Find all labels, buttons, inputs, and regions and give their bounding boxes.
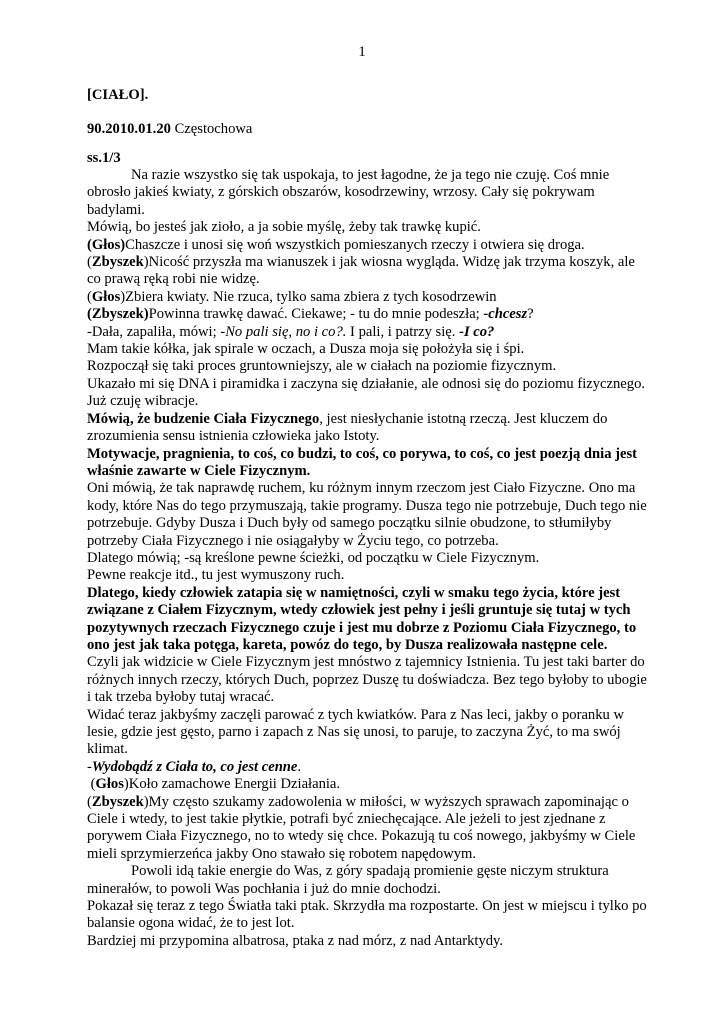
paragraph: [87, 289, 647, 306]
section-label: ss.1/3: [87, 150, 121, 166]
paren: ): [123, 776, 129, 793]
paragraph-text: , jest niesłychanie istotną rzeczą. Jest kluczem do zrozumienia sensu istnienia człowieka jako Istoty.: [87, 410, 608, 445]
paragraph-text: My często szukamy zadowolenia w miłości, w wyższych sprawach zapominając o Ciele i wtedy, to jest takie płytkie, potrafi być zniechęcające. Ale jeżeli to jest zjednane z porywem Ciała Fizycznego, no to wtedy się chce. Pokazują tu coś nowego, jakbyśmy w Ciele mieli sprzymierzeńca jakby Ono stawało się robotem napędowym.: [87, 793, 636, 862]
document-body: [87, 167, 647, 950]
bold-phrase: Mówią, że budzenie Ciała Fizycznego: [87, 410, 320, 427]
paren: ): [143, 793, 149, 810]
speaker-label: (Zbyszek): [87, 306, 149, 323]
paren: (: [87, 776, 96, 793]
paragraph: [87, 237, 647, 254]
paragraph: Pokazał się teraz z tego Światła taki ptak. Skrzydła ma rozpostarte. On jest w miejscu i tylko po balansie ogona widać, że to jest lot.: [87, 898, 647, 932]
paren: ): [143, 254, 149, 271]
paragraph: Mówią, bo jesteś jak zioło, a ja sobie myślę, żeby tak trawkę kupić.: [87, 219, 481, 236]
page-number: 1: [358, 44, 366, 60]
paragraph: Dlatego mówią; -są kreślone pewne ścieżki, od początku w Ciele Fizycznym.: [87, 549, 540, 566]
paragraph: Bardziej mi przypomina albatrosa, ptaka z nad mórz, z nad Antarktydy.: [87, 932, 504, 949]
date-code: 90.2010.01.20: [87, 121, 171, 137]
paragraph: Ukazało mi się DNA i piramidka i zaczyna się działanie, ale odnosi się do poziomu fizycznego. Już czuję wibracje.: [87, 375, 646, 410]
paragraph: [87, 254, 647, 289]
paragraph: [87, 585, 647, 655]
paragraph: [87, 794, 647, 864]
paragraph: [87, 306, 647, 323]
paragraph: Rozpoczął się taki proces gruntowniejszy, ale w ciałach na poziomie fizycznym.: [87, 358, 557, 375]
speaker-label: Głos: [95, 776, 124, 793]
bold-paragraph: Motywacje, pragnienia, to coś, co budzi, to coś, co porywa, to coś, co jest poezją dnia jest właśnie zawarte w Ciele Fizycznym.: [87, 445, 638, 479]
paragraph-text: Koło zamachowe Energii Działania.: [128, 776, 341, 793]
date-line: [87, 121, 252, 138]
emphasis: -chcesz: [483, 306, 528, 323]
paren: (: [87, 793, 92, 810]
paragraph: [87, 324, 647, 341]
paragraph: Oni mówią, że tak naprawdę ruchem, ku różnym innym rzeczom jest Ciało Fizyczne. Ono ma kody, które Nas do tego przymuszają, takie programy. Dusza tego nie potrzebuje, Duch tego nie potrzebuje. Gdyby Dusza i Duch były od samego początku silnie obudzone, to stłumiłyby potrzeby Ciała Fizycznego i nie osiągałyby w Życiu tego, co potrzeba.: [87, 480, 647, 549]
date-place: Częstochowa: [174, 121, 253, 137]
paragraph: [87, 411, 647, 446]
paragraph: [87, 776, 647, 793]
paragraph-text: Nicość przyszła ma wianuszek i jak wiosna wygląda. Widzę jak trzyma koszyk, ale co prawą ręką robi nie widzę.: [87, 254, 635, 288]
paragraph-text: Chaszcze i unosi się woń wszystkich pomieszanych rzeczy i otwiera się droga.: [125, 236, 585, 253]
document-title: [CIAŁO].: [87, 87, 149, 103]
speaker-label: Zbyszek: [91, 254, 144, 271]
paragraph-text: Zbiera kwiaty. Nie rzuca, tylko sama zbiera z tych kosodrzewin: [125, 288, 497, 305]
bold-paragraph: Dlatego, kiedy człowiek zatapia się w namiętności, czyli w smaku tego życia, które jest związane z Ciałem Fizycznym, wtedy człowiek jest pełny i jeśli gruntuje się tutaj w tych pozytywnych rzeczach Fizycznego czuje i jest mu dobrze z Poziomu Ciała Fizycznego, to ono jest jak taka potęga, kareta, powóz do tego, by Dusza realizowała następne cele.: [87, 584, 637, 653]
speaker-label: Zbyszek: [91, 793, 144, 810]
dash: -: [87, 758, 92, 775]
paragraph-text: I pali, i patrzy się.: [346, 323, 460, 340]
paragraph-text: Powinna trawkę dawać. Ciekawe; - tu do mnie podeszła;: [148, 306, 484, 323]
paren: ): [120, 288, 126, 305]
paragraph: Widać teraz jakbyśmy zaczęli parować z tych kwiatków. Para z Nas leci, jakby o poranku w lesie, gdzie jest gęsto, parno i zapach z Nas się unosi, to paruje, to zaczyna Żyć, to ma swój klimat.: [87, 706, 624, 758]
paragraph: Pewne reakcje itd., tu jest wymuszony ruch.: [87, 567, 345, 584]
paren: (: [87, 288, 92, 305]
paragraph: Mam takie kółka, jak spirale w oczach, a Dusza moja się położyła się i śpi.: [87, 341, 525, 358]
paragraph: Powoli idą takie energie do Was, z góry spadają promienie gęste niczym struktura minerałów, to powoli Was pochłania i już do mnie dochodzi.: [87, 863, 609, 897]
paragraph-text: ?: [527, 306, 534, 323]
emphasis: -I co?: [459, 323, 495, 340]
paragraph: Na razie wszystko się tak uspokaja, to jest łagodne, że ja tego nie czuję. Coś mnie obrosło jakieś kwiaty, z górskich obszarów, kosodrzewiny, wrzosy. Cały się pokrywam badylami.: [87, 167, 610, 218]
paragraph: Czyli jak widzicie w Ciele Fizycznym jest mnóstwo z tajemnicy Istnienia. Tu jest taki barter do różnych innych rzeczy, których Duch, poprzez Duszę tu doświadcza. Bez tego byłoby to ubogie i tak trzeba byłoby tutaj wracać.: [87, 654, 647, 706]
paragraph: [87, 759, 647, 776]
paragraph-text: .: [297, 758, 302, 775]
speaker-label: (Głos): [87, 236, 126, 253]
paragraph: [87, 446, 647, 481]
paren: (: [87, 254, 92, 271]
emphasis: -No pali się, no i co?.: [220, 323, 347, 340]
paragraph-text: -Dała, zapaliła, mówi;: [87, 323, 221, 340]
speaker-label: Głos: [91, 288, 121, 305]
emphasis: Wydobądź z Ciała to, co jest cenne: [91, 758, 298, 775]
